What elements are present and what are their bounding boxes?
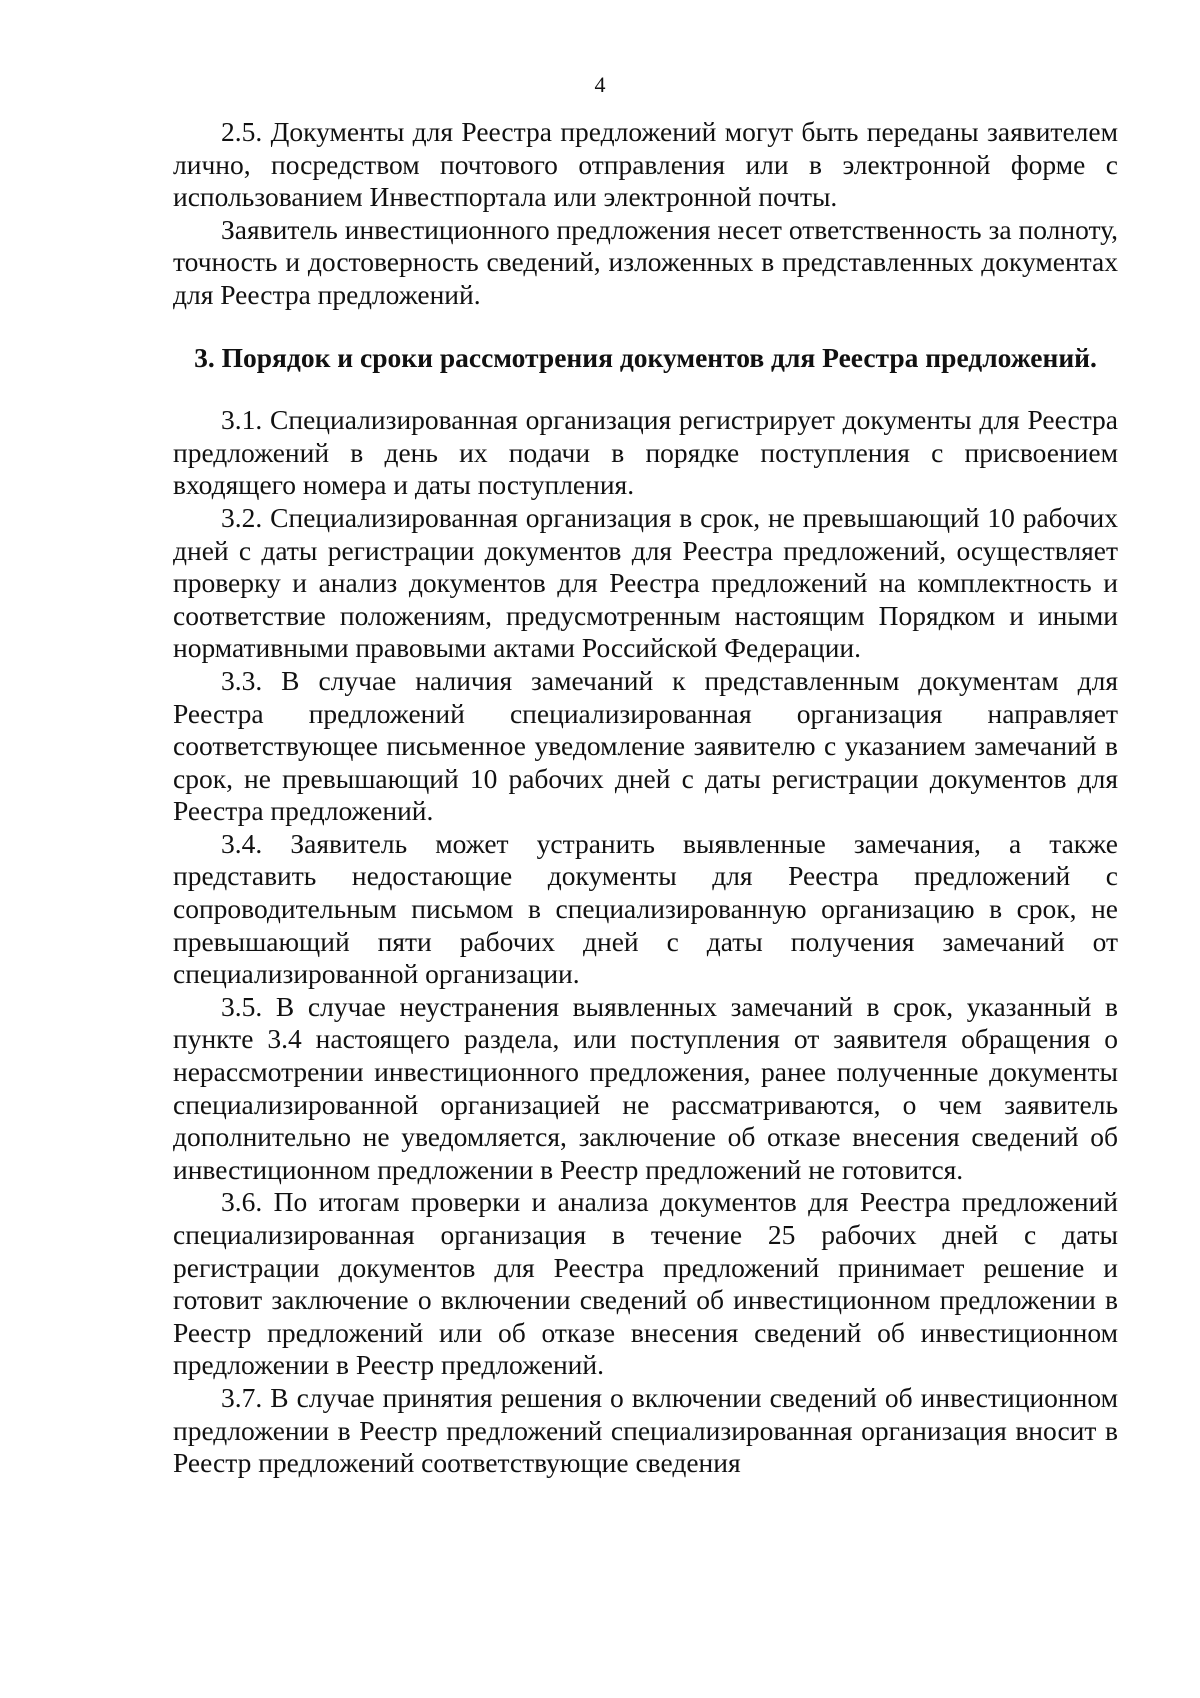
paragraph-3-4: 3.4. Заявитель может устранить выявленные замечания, а также представить недостающие документы для Реестра предложений с сопроводительным письмом в специализированную организацию в срок, не превышающий пяти рабочих дней с даты получения замечаний от специализированной организации. <box>173 827 1118 990</box>
document-body <box>173 116 1118 1480</box>
paragraph-3-3: 3.3. В случае наличия замечаний к представленным документам для Реестра предложений специализированная организация направляет соответствующее письменное уведомление заявителю с указанием замечаний в срок, не превышающий 10 рабочих дней с даты регистрации документов для Реестра предложений. <box>173 664 1118 827</box>
paragraph-3-7: 3.7. В случае принятия решения о включении сведений об инвестиционном предложении в Реестр предложений специализированная организация вносит в Реестр предложений соответствующие сведения <box>173 1381 1118 1479</box>
page-number: 4 <box>594 72 606 97</box>
paragraph-applicant-responsibility: Заявитель инвестиционного предложения несет ответственность за полноту, точность и достоверность сведений, изложенных в представленных документах для Реестра предложений. <box>173 213 1118 310</box>
paragraph-3-2: 3.2. Специализированная организация в срок, не превышающий 10 рабочих дней с даты регистрации документов для Реестра предложений, осуществляет проверку и анализ документов для Реестра предложений на комплектность и соответствие положениям, предусмотренным настоящим Порядком и иными нормативными правовыми актами Российской Федерации. <box>173 501 1118 664</box>
paragraph-3-5: 3.5. В случае неустранения выявленных замечаний в срок, указанный в пункте 3.4 настоящего раздела, или поступления от заявителя обращения о нерассмотрении инвестиционного предложения, ранее полученные документы специализированной организацией не рассматриваются, о чем заявитель дополнительно не уведомляется, заключение об отказе внесения сведений об инвестиционном предложении в Реестр предложений не готовится. <box>173 990 1118 1185</box>
section-heading: 3. Порядок и сроки рассмотрения документов для Реестра предложений. <box>194 341 1097 373</box>
paragraph-3-6: 3.6. По итогам проверки и анализа документов для Реестра предложений специализированная организация в течение 25 рабочих дней с даты регистрации документов для Реестра предложений принимает решение и готовит заключение о включении сведений об инвестиционном предложении в Реестр предложений или об отказе внесения сведений об инвестиционном предложении в Реестр предложений. <box>173 1186 1118 1381</box>
paragraph-2-5: 2.5. Документы для Реестра предложений могут быть переданы заявителем лично, посредством почтового отправления или в электронной форме с использованием Инвестпортала или электронной почты. <box>173 116 1118 213</box>
paragraph-3-1: 3.1. Специализированная организация регистрирует документы для Реестра предложений в день их подачи в порядке поступления с присвоением входящего номера и даты поступления. <box>173 404 1118 501</box>
